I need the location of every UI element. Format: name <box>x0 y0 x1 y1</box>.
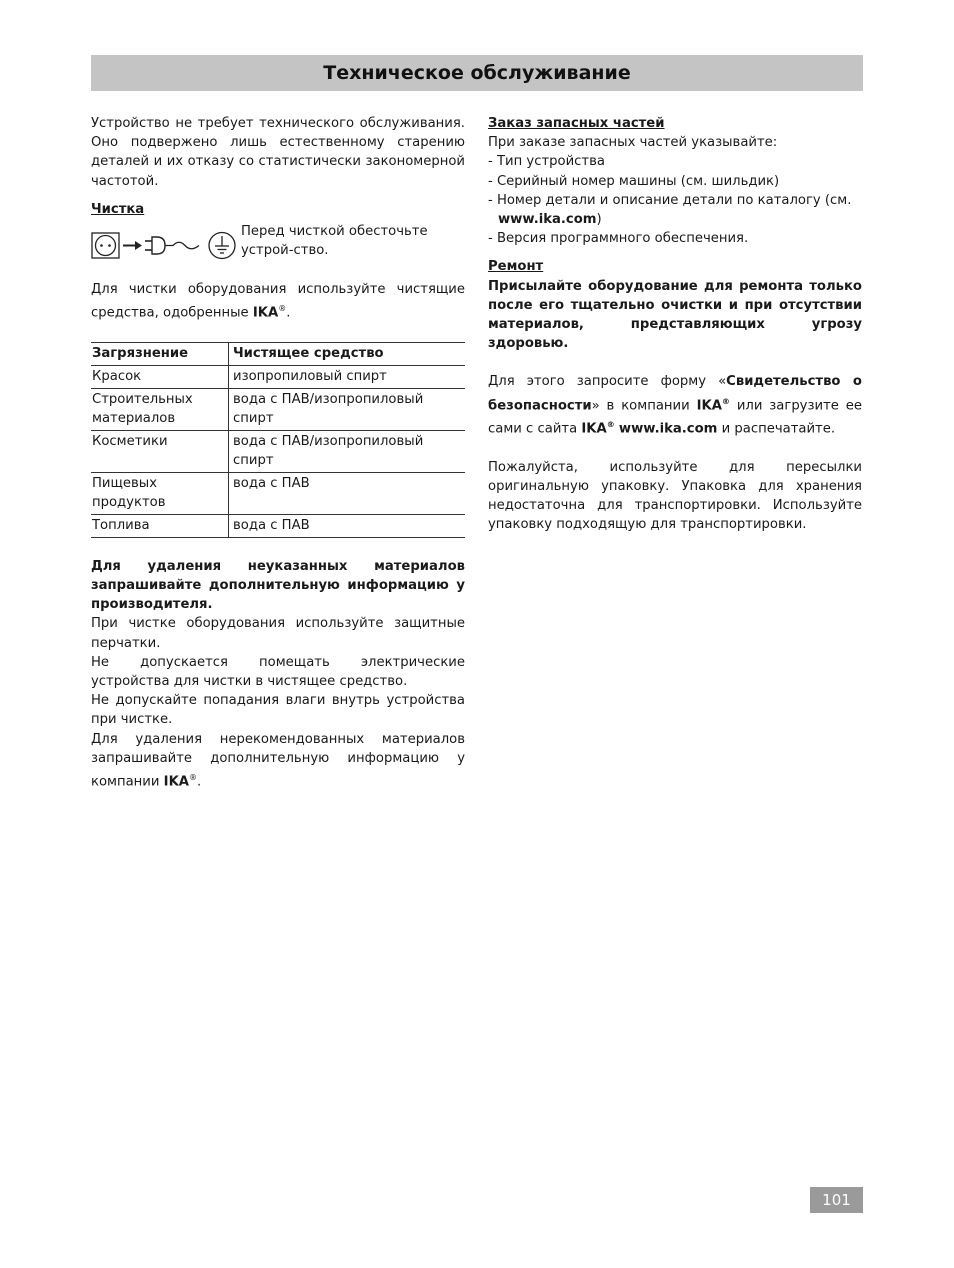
immerse-note: Не допускается помещать электрические устройства для чистки в чистящее средство. <box>91 654 465 690</box>
spare-parts-list <box>488 152 862 248</box>
table-row <box>91 472 465 514</box>
unplug-note: Перед чисткой обесточьте устрой-ство. <box>241 224 428 259</box>
repair-heading: Ремонт <box>488 259 544 275</box>
cleaning-table <box>91 342 465 538</box>
table-cell: Красок <box>91 365 229 388</box>
table-row <box>91 388 465 430</box>
gloves-note: При чистке оборудования используйте защитные перчатки. <box>91 616 465 651</box>
cleaning-heading: Чистка <box>91 201 145 217</box>
website-link: www.ika.com <box>618 421 718 437</box>
page-title: Техническое обслуживание <box>323 62 631 84</box>
list-item: - Серийный номер машины (см. шильдик) <box>488 173 780 189</box>
title-bar <box>91 55 863 91</box>
table-cell: изопропиловый спирт <box>229 365 466 388</box>
page-number: 101 <box>810 1187 863 1213</box>
table-cell: вода с ПАВ <box>229 472 466 514</box>
table-cell: Пищевых продуктов <box>91 472 229 514</box>
manufacturer-note: Для удаления неуказанных материалов запрашивайте дополнительную информацию у производителя. <box>91 558 465 613</box>
list-item: - Тип устройства <box>488 154 605 170</box>
list-item: - Версия программного обеспечения. <box>488 231 749 247</box>
unrecommended-note: Для удаления нерекомендованных материалов запрашивайте дополнительную информацию у компании IKA®. <box>91 731 465 790</box>
ground-icon <box>209 233 235 259</box>
unplug-instruction <box>91 224 465 261</box>
table-cell: Косметики <box>91 430 229 472</box>
safety-form-paragraph: Для этого запросите форму «Свидетельство о безопасности» в компании IKA® или загрузите ее сами с сайта IKA® www.ika.com и распечатайте. <box>488 374 862 437</box>
table-cell: Строительных материалов <box>91 388 229 430</box>
list-item: - Номер детали и описание детали по каталогу (см. www.ika.com) <box>488 192 852 228</box>
table-row <box>91 514 465 537</box>
right-column <box>488 114 862 535</box>
column-header: Чистящее средство <box>229 342 466 365</box>
repair-note: Присылайте оборудование для ремонта только после его тщательно очистки и при отсутствии материалов, представляющих угрозу здоровью. <box>488 278 862 352</box>
table-cell: вода с ПАВ <box>229 514 466 537</box>
website-link: www.ika.com <box>498 212 597 228</box>
left-column <box>91 114 465 792</box>
arrow-icon <box>123 241 142 250</box>
table-header-row <box>91 342 465 365</box>
moisture-note: Не допускайте попадания влаги внутрь устройства при чистке. <box>91 693 465 728</box>
spare-parts-intro: При заказе запасных частей указывайте: <box>488 135 778 151</box>
plug-icon <box>145 237 199 254</box>
cleaning-agents-paragraph: Для чистки оборудования используйте чистящие средства, одобренные IKA®. <box>91 282 465 321</box>
table-cell: вода с ПАВ/изопропиловый спирт <box>229 430 466 472</box>
intro-paragraph: Устройство не требует технического обслуживания. Оно подвержено лишь естественному старению деталей и их отказу со статистически закономерной частотой. <box>91 116 465 189</box>
table-cell: вода с ПАВ/изопропиловый спирт <box>229 388 466 430</box>
table-row <box>91 365 465 388</box>
unplug-symbols <box>91 227 241 261</box>
packaging-paragraph: Пожалуйста, используйте для пересылки оригинальную упаковку. Упаковка для хранения недостаточна для транспортировки. Используйте упаковку подходящую для транспортировки. <box>488 459 862 533</box>
table-row <box>91 430 465 472</box>
column-header: Загрязнение <box>91 342 229 365</box>
spare-parts-heading: Заказ запасных частей <box>488 116 665 131</box>
socket-icon <box>92 233 119 258</box>
brand-name: IKA <box>252 305 279 321</box>
form-name: Свидетельство о безопасности <box>488 374 862 414</box>
table-cell: Топлива <box>91 514 229 537</box>
